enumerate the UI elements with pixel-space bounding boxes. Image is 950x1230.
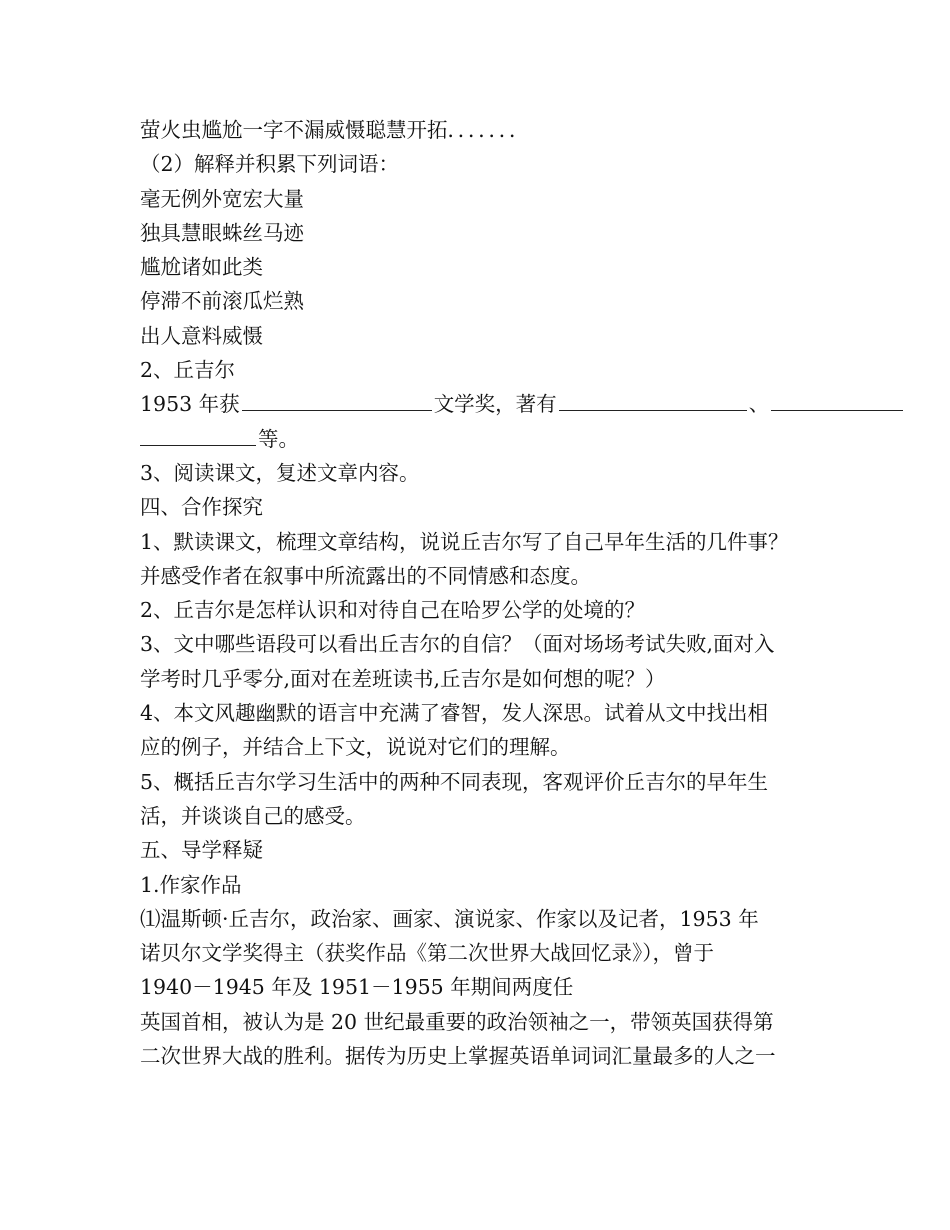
fill-in-line — [140, 387, 820, 421]
section-heading-cooperative-inquiry: 四、合作探究 — [140, 495, 263, 520]
vocab-line: 毫无例外宽宏大量 — [140, 186, 304, 211]
answer-blank[interactable] — [771, 388, 903, 411]
answer-blank[interactable] — [242, 388, 432, 411]
paragraph-line: 英国首相，被认为是 20 世纪最重要的政治领袖之一，带领英国获得第 — [140, 1009, 774, 1034]
question-line: 3、文中哪些语段可以看出丘吉尔的自信？（面对场场考试失败,面对入 — [140, 632, 775, 657]
paragraph-line: ⑴温斯顿·丘吉尔，政治家、画家、演说家、作家以及记者，1953 年 — [140, 906, 759, 931]
fill-in-text: 等。 — [258, 426, 299, 451]
section-heading-guided-study: 五、导学释疑 — [140, 838, 263, 863]
question-line: 活，并谈谈自己的感受。 — [140, 803, 366, 828]
fill-in-text: 文学奖，著有 — [433, 392, 557, 417]
subsection-heading: 1.作家作品 — [140, 872, 242, 897]
vocab-line: 独具慧眼蛛丝马迹 — [140, 220, 304, 245]
question-line: 3、阅读课文，复述文章内容。 — [140, 460, 420, 485]
paragraph-line: 诺贝尔文学奖得主（获奖作品《第二次世界大战回忆录》），曾于 — [140, 941, 714, 966]
question-line: 应的例子，并结合上下文，说说对它们的理解。 — [140, 735, 571, 760]
document-body — [140, 113, 820, 1073]
question-line: 5、概括丘吉尔学习生活中的两种不同表现，客观评价丘吉尔的早年生 — [140, 769, 769, 794]
question-line: 2、丘吉尔是怎样认识和对待自己在哈罗公学的处境的？ — [140, 598, 646, 623]
fill-in-text: 、 — [748, 392, 770, 417]
answer-blank[interactable] — [559, 388, 747, 411]
vocab-characters-line: 萤火虫尴尬一字不漏威慑聪慧开拓．．．．．．． — [140, 118, 530, 142]
fill-in-text: 1953 年获 — [140, 392, 240, 417]
question-line: 4、本文风趣幽默的语言中充满了睿智，发人深思。试着从文中找出相 — [140, 701, 769, 726]
vocab-line: 出人意料威慑 — [140, 323, 263, 348]
question-line: 学考时几乎零分,面对在差班读书,丘吉尔是如何想的呢？） — [140, 666, 666, 691]
vocab-explain-heading: （2）解释并积累下列词语： — [140, 152, 400, 177]
question-line: 并感受作者在叙事中所流露出的不同情感和态度。 — [140, 563, 591, 588]
answer-blank[interactable] — [140, 423, 256, 446]
fill-in-line — [140, 422, 820, 456]
question-line: 1、默读课文，梳理文章结构，说说丘吉尔写了自己早年生活的几件事？ — [140, 529, 789, 554]
section-heading-churchill: 2、丘吉尔 — [140, 358, 236, 383]
paragraph-line: 二次世界大战的胜利。据传为历史上掌握英语单词词汇量最多的人之一 — [140, 1044, 776, 1069]
vocab-line: 尴尬诸如此类 — [140, 255, 263, 280]
paragraph-line: 1940－1945 年及 1951－1955 年期间两度任 — [140, 975, 574, 1000]
vocab-line: 停滞不前滚瓜烂熟 — [140, 289, 304, 314]
